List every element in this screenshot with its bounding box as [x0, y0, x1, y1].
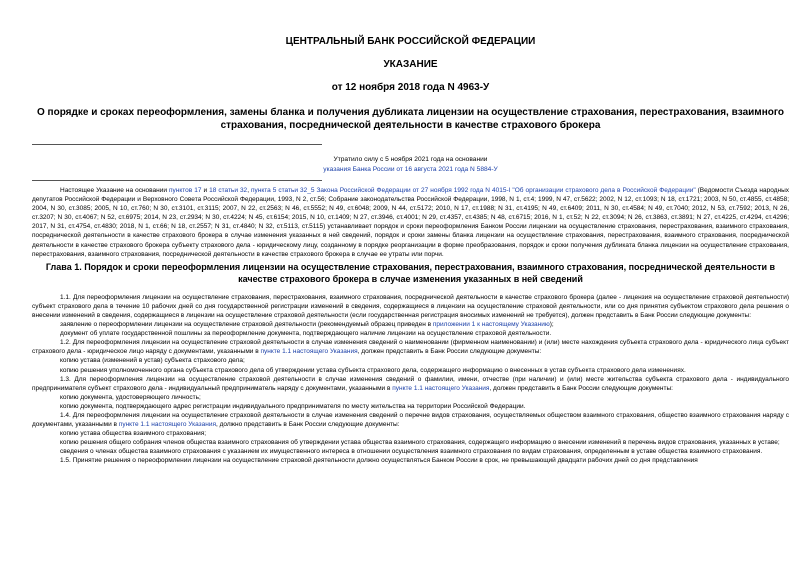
- paragraph-text: , должен представить в Банк России следующие документы:: [489, 384, 673, 392]
- paragraph-1-2-item-1: копию устава (изменений в устав) субъекта страхового дела;: [60, 357, 245, 365]
- law-link-art18[interactable]: 18 статьи 32: [209, 187, 248, 194]
- paragraph-1-1-item-1: [32, 320, 789, 329]
- preamble-text: и: [201, 187, 210, 194]
- status-line: Утратило силу с 5 ноября 2021 года на основании: [333, 156, 488, 163]
- paragraph-1-4-item-3: сведения о членах общества взаимного страхования с указанием их имущественного интереса в отношении осуществления взаимного страхования по видам страхования, определенным в уставе общества взаимного страхования.: [60, 448, 763, 456]
- paragraph-1-4-item-2: копию решения общего собрания членов общества взаимного страхования об утверждении устава общества взаимного страхования, содержащего информацию о внесении изменений в перечень видов страхования, указанных в уставе;: [60, 439, 780, 447]
- paragraph-1-1-item-2: документ об уплате государственной пошлины за переоформление документа, подтверждающего наличие лицензии на осуществление страховой деятельности.: [60, 330, 552, 338]
- paragraph-text: , должно представить в Банк России следующие документы:: [215, 421, 400, 429]
- repeal-link[interactable]: указания Банка России от 16 августа 2021 года N 5884-У: [323, 166, 498, 173]
- appendix-1-link[interactable]: приложении 1 к настоящему Указанию: [432, 321, 550, 329]
- divider-bottom: [32, 180, 322, 181]
- paragraph-text: 1.3. Для переоформления лицензии на осуществление страховой деятельности в случае изменения сведений о фамилии, имени, отчестве (при наличии) и (или) месте жительства субъекта страхового дела - индивидуального предпринимателя субъект страхового дела - индивидуальный предприниматель наряду с документами, указанными в: [32, 375, 789, 392]
- chapter-heading: Глава 1. Порядок и сроки переоформления лицензии на осуществление страхования, перестрахования, взаимного страхования, посреднической деятельности в качестве страхового брокера в случае изменения указанных в ней сведений: [45, 261, 776, 284]
- divider-top: [32, 144, 322, 145]
- law-link-art17[interactable]: пунктов 17: [169, 187, 202, 194]
- item-text: );: [549, 321, 554, 329]
- paragraph-text: 1.4. Для переоформления лицензии на осуществление страховой деятельности в случае изменения сведений о перечне видов страхования, осуществляемых обществом взаимного страхования, общество взаимного страхования наряду с документами, указанными в: [32, 411, 789, 429]
- paragraph-1-3-item-1: копию документа, удостоверяющего личность;: [60, 393, 201, 401]
- paragraph-1-1: 1.1. Для переоформления лицензии на осуществление страхования, перестрахования, взаимного страхования, посреднической деятельности в качестве страхового брокера (далее - лицензия на осуществление страховой деятельности) субъект страхового дела в течение 10 рабочих дней со дня государственной регистрации изменений в сведения, содержащиеся в лицензии на осуществление страховой деятельности, или со дня принятия субъектом страхового дела решения о внесении изменений в сведения, содержащиеся в лицензии на осуществление страховой деятельности (если государственная регистрация вносимых изменений не требуется), должен представить в Банк России следующие документы:: [32, 293, 789, 319]
- paragraph-1-4: [32, 411, 789, 429]
- document-type: УКАЗАНИЕ: [383, 59, 438, 70]
- paragraph-1-4-item-1: копию устава общества взаимного страхования;: [60, 430, 207, 438]
- clause-1-1-link[interactable]: пункте 1.1 настоящего Указания: [260, 348, 358, 356]
- item-text: заявление о переоформлении лицензии на осуществление страховой деятельности (рекомендуемый образец приведен в: [60, 321, 433, 329]
- preamble-paragraph: [32, 186, 789, 259]
- preamble-text: Настоящее Указание на основании: [60, 187, 169, 194]
- clause-1-1-link[interactable]: пункте 1.1 настоящего Указания: [118, 421, 216, 429]
- paragraph-text: 1.2. Для переоформления лицензии на осуществление страховой деятельности в случае изменения сведений о наименовании (фирменном наименовании) и (или) месте нахождения субъекта страхового дела - юридического лица субъект страхового дела - юридическое лицо наряду с документами, указанными в: [32, 339, 789, 356]
- clause-1-1-link[interactable]: пункте 1.1 настоящего Указания: [392, 384, 490, 392]
- preamble-text: ,: [247, 187, 251, 194]
- law-link-4015[interactable]: пункта 5 статьи 32_5 Закона Российской Федерации от 27 ноября 1992 года N 4015-I "Об организации страхового дела в Российской Федерации": [251, 187, 696, 194]
- paragraph-1-5: 1.5. Принятие решения о переоформлении лицензии на осуществление страховой деятельности должно осуществляться Банком России в срок, не превышающий двадцати рабочих дней со дня представления: [60, 457, 698, 465]
- paragraph-1-2: [32, 338, 789, 356]
- status-note: [32, 155, 789, 175]
- document-title: О порядке и сроках переоформления, замены бланка и получения дубликата лицензии на осуществление страхования, перестрахования, взаимного страхования, посреднической деятельности в качестве страхового брокера: [36, 107, 784, 131]
- paragraph-1-3: [32, 375, 789, 393]
- paragraph-text: , должен представить в Банк России следующие документы:: [357, 348, 542, 356]
- organization-name: ЦЕНТРАЛЬНЫЙ БАНК РОССИЙСКОЙ ФЕДЕРАЦИИ: [285, 36, 536, 47]
- paragraph-1-3-item-2: копию документа, подтверждающего адрес регистрации индивидуального предпринимателя по месту жительства на территории Российской Федерации.: [60, 402, 526, 410]
- preamble-text: (Ведомости Съезда народных депутатов Российской Федерации и Верховного Совета Российской Федерации, 1993, N 2, ст.56; Собрание законодательства Российской Федерации, 1998, N 1, ст.4; 1999, N 47, ст.5622; 2002, N 12, ст.1093; N 18, ст.1721; 2003, N 50, ст.4855, ст.4858; 2004, N 30, ст.3085; 2005, N 10, ст.760; N 30, ст.3101, ст.3115; 2007, N 22, ст.2563; N 46, ст.5552; N 49, ст.6048; 2009, N 44, ст.5172; 2010, N 17, ст.1988; N 31, ст.4195; N 49, ст.6409; 2011, N 30, ст.4584; N 49, ст.7040; 2012, N 53, ст.7592; 2013, N 26, ст.3207; N 30, ст.4067; N 52, ст.6975; 2014, N 23, ст.2934; N 30, ст.4224; N 45, ст.6154; 2015, N 10, ст.1409; N 27, ст.3946, ст.4001; N 29, ст.4357, ст.4385; N 48, ст.6715; 2016, N 1, ст.52; N 22, ст.3094; N 26, ст.3863, ст.3891; N 27, ст.4225, ст.4294, ст.4296; 2017, N 31, ст.4754, ст.4830; 2018, N 1, ст.66; N 18, ст.2557; N 31, ст.4840; N 32, ст.5113, ст.5115) устанавливает порядок и сроки переоформления Банком России лицензии на осуществление страхования, перестрахования, взаимного страхования, посреднической деятельности в качестве страхового брокера в случае изменения указанных в ней сведений, порядок и сроки замены бланка лицензии на осуществление страхования, перестрахования, взаимного страхования, посреднической деятельности в качестве страхового брокера субъекту страхового дела - юридическому лицу, созданному в порядке реорганизации в форме преобразования, порядок и сроки получения дубликата бланка лицензии на осуществление страхования, перестрахования, взаимного страхования, посреднической деятельности в качестве страхового брокера в случае ее утраты или порчи.: [32, 187, 790, 258]
- paragraph-1-2-item-2: копию решения уполномоченного органа субъекта страхового дела об утверждении устава субъекта страхового дела, содержащего информацию о внесенных в устав субъекта страхового дела изменениях.: [60, 366, 686, 374]
- document-date: от 12 ноября 2018 года N 4963-У: [331, 82, 490, 93]
- document-body: [32, 186, 789, 466]
